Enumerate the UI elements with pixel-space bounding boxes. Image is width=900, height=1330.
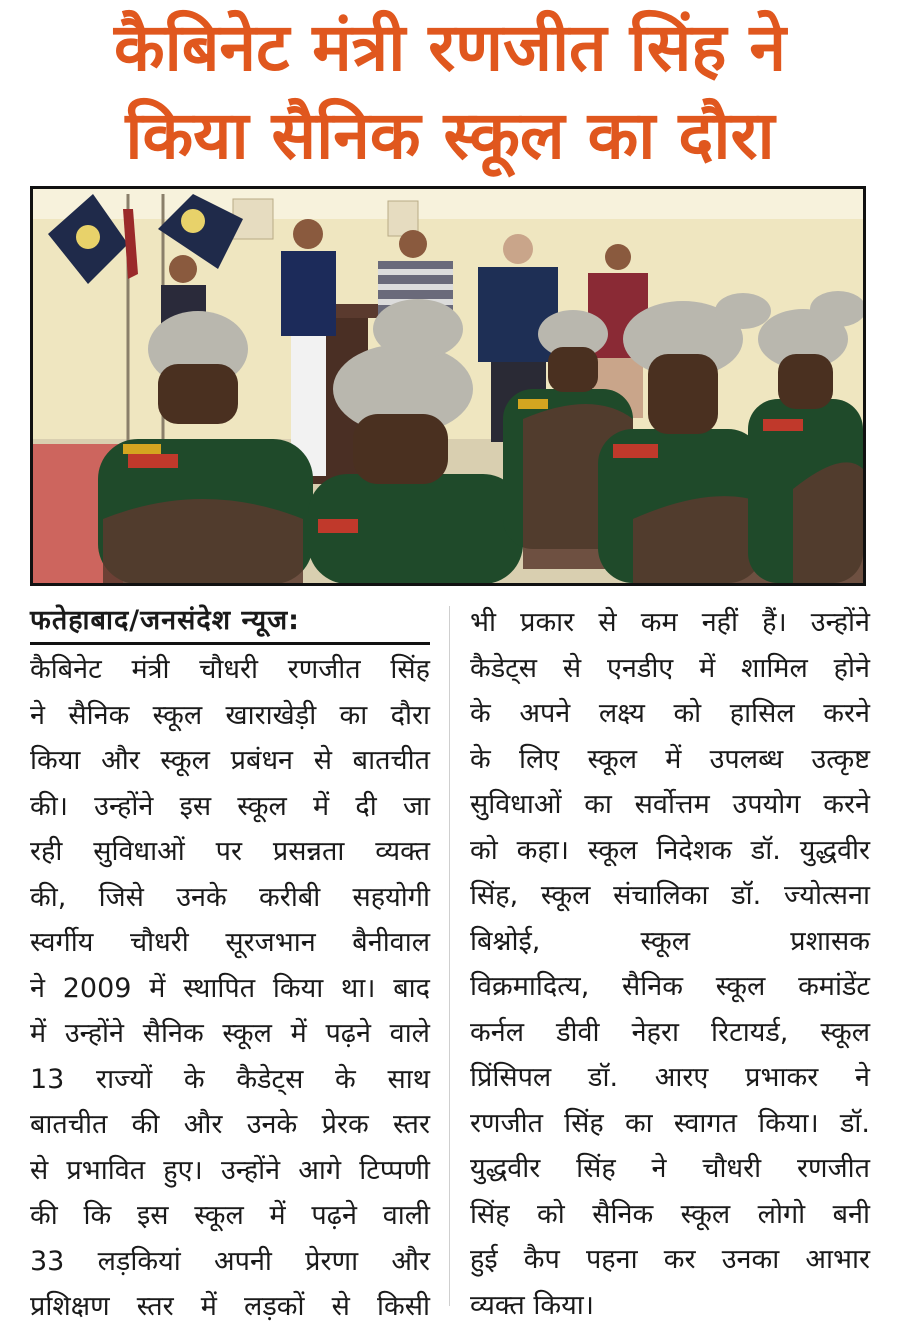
article-line: 33 लड़कियां अपनी प्रेरणा और	[30, 1245, 430, 1277]
article-line: किया और स्कूल प्रबंधन से बातचीत	[30, 745, 430, 776]
article-line: सिंह को सैनिक स्कूल लोगो बनी	[470, 1198, 870, 1230]
article-line: सिंह, स्कूल संचालिका डॉ. ज्योत्सना	[470, 880, 870, 911]
article-line: ने सैनिक स्कूल खाराखेड़ी का दौरा	[30, 699, 430, 731]
article-line: से प्रभावित हुए। उन्होंने आगे टिप्पणी	[30, 1154, 430, 1186]
headline	[0, 4, 900, 180]
article-line: के अपने लक्ष्य को हासिल करने	[470, 698, 870, 729]
article-line: कैबिनेट मंत्री चौधरी रणजीत सिंह	[30, 654, 430, 685]
article-line: हुई कैप पहना कर उनका आभार	[470, 1244, 870, 1275]
article-line: ने 2009 में स्थापित किया था। बाद	[30, 972, 430, 1004]
article-line: बातचीत की और उनके प्रेरक स्तर	[30, 1109, 430, 1140]
article-line: बिश्नोई, स्कूल प्रशासक	[470, 925, 870, 957]
news-photo	[30, 186, 866, 586]
article-line: कैडेट्स से एनडीए में शामिल होने	[470, 652, 870, 684]
article-column-left	[30, 600, 430, 1330]
article-line: प्रशिक्षण स्तर में लड़कों से किसी	[30, 1291, 430, 1322]
article-dateline: फतेहाबाद/जनसंदेश न्यूज:	[30, 600, 430, 645]
photo-illustration	[33, 189, 863, 583]
article-column-right	[470, 600, 870, 1328]
article-line: प्रिंसिपल डॉ. आरए प्रभाकर ने	[470, 1062, 870, 1093]
article-line: की कि इस स्कूल में पढ़ने वाली	[30, 1200, 430, 1231]
article-line: के लिए स्कूल में उपलब्ध उत्कृष्ट	[470, 743, 870, 775]
article-line: स्वर्गीय चौधरी सूरजभान बैनीवाल	[30, 927, 430, 958]
article-line: भी प्रकार से कम नहीं हैं। उन्होंने	[470, 607, 870, 638]
article-line: की, जिसे उनके करीबी सहयोगी	[30, 881, 430, 913]
headline-line-1: कैबिनेट मंत्री रणजीत सिंह ने	[113, 9, 787, 86]
article-line: व्यक्त किया।	[470, 1289, 594, 1321]
article-line: युद्धवीर सिंह ने चौधरी रणजीत	[470, 1153, 870, 1184]
article-line: कर्नल डीवी नेहरा रिटायर्ड, स्कूल	[470, 1016, 870, 1048]
column-divider	[449, 606, 450, 1306]
article-line: में उन्होंने सैनिक स्कूल में पढ़ने वाले	[30, 1018, 430, 1049]
article-line: विक्रमादित्य, सैनिक स्कूल कमांडेंट	[470, 971, 870, 1002]
article-line: की। उन्होंने इस स्कूल में दी जा	[30, 790, 430, 822]
article-line: को कहा। स्कूल निदेशक डॉ. युद्धवीर	[470, 834, 870, 866]
article-line: 13 राज्यों के कैडेट्स के साथ	[30, 1063, 430, 1095]
article-line: रही सुविधाओं पर प्रसन्नता व्यक्त	[30, 836, 430, 867]
article-line: सुविधाओं का सर्वोत्तम उपयोग करने	[470, 789, 870, 820]
headline-line-2: किया सैनिक स्कूल का दौरा	[125, 97, 775, 174]
article-line: रणजीत सिंह का स्वागत किया। डॉ.	[470, 1107, 870, 1139]
